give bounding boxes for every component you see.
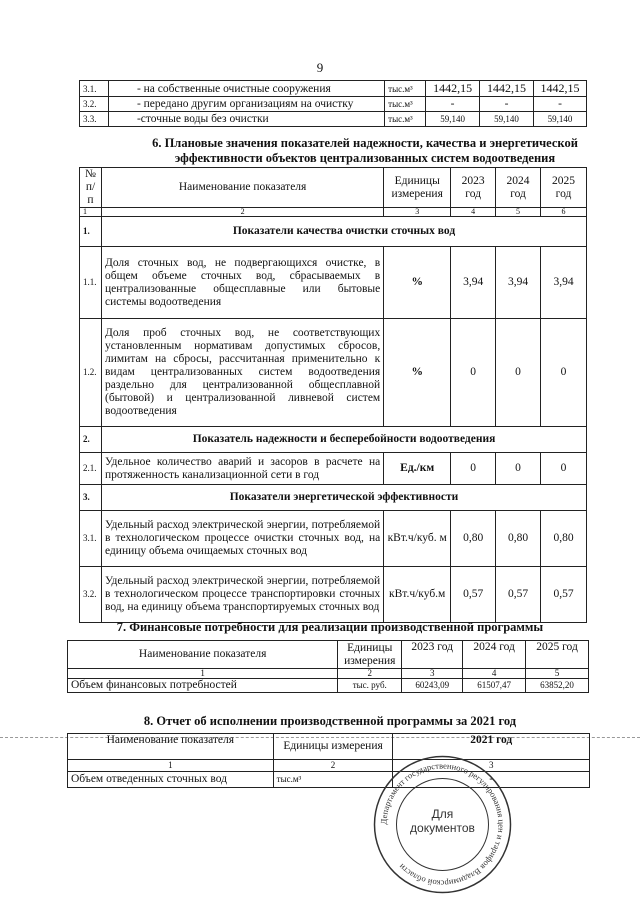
financial-table — [67, 640, 589, 693]
stamp-center-text: Для документов — [410, 807, 475, 835]
table-row: 3.1. - на собственные очистные сооружения тыс.м³ 1442,15 1442,15 1442,15 — [80, 81, 587, 97]
table-row: 2.1. Удельное количество аварий и засоров в расчете на протяженность канализационной сети в год Ед./км 0 0 0 — [80, 453, 587, 485]
table-row: 3.2. - передано другим организациям на очистку тыс.м³ - - - — [80, 97, 587, 112]
section-6-heading-line2: эффективности объектов централизованных систем водоотведения — [174, 151, 556, 165]
page-number: 9 — [316, 60, 324, 75]
section-8-heading: 8. Отчет об исполнении производственной программы за 2021 год — [143, 714, 517, 728]
header-2025: 2025 год — [541, 168, 587, 208]
header-num: № п/п — [80, 168, 102, 208]
header-2024: 2024 год — [496, 168, 541, 208]
table-row: 3.1. Удельный расход электрической энергии, потребляемой в технологическом процессе очистки сточных вод, на единицу объема очищаемых сточных вод кВт.ч/куб. м 0,80 0,80 0,80 — [80, 511, 587, 567]
table-row: 3.3. -сточные воды без очистки тыс.м³ 59,140 59,140 59,140 — [80, 112, 587, 127]
table-row: 1.1. Доля сточных вод, не подвергающихся очистке, в общем объеме сточных вод, сбрасываемых в централизованные общесплавные или бытовые системы водоотведения % 3,94 3,94 3,94 — [80, 247, 587, 319]
index-row: 1 2 3 4 5 — [68, 669, 589, 679]
section-7-heading: 7. Финансовые потребности для реализации производственной программы — [116, 620, 544, 634]
group-row: 2. Показатель надежности и бесперебойности водоотведения — [80, 427, 587, 453]
header-2023: 2023 год — [451, 168, 496, 208]
section-6-heading-line1: 6. Плановые значения показателей надежности, качества и энергетической — [152, 136, 578, 150]
group-row: 3. Показатели энергетической эффективности — [80, 485, 587, 511]
table-row: Объем отведенных сточных вод тыс.м³ - — [68, 772, 590, 788]
header-unit: Единицы измерения — [384, 168, 451, 208]
svg-text:Департамент государственного р: Департамент государственного регулирования цен и тарифов Владимирской области — [378, 760, 507, 889]
header-row — [80, 168, 587, 208]
table-row: Объем финансовых потребностей тыс. руб. 60243,09 61507,47 63852,20 — [68, 679, 589, 693]
group-row: 1. Показатели качества очистки сточных вод — [80, 217, 587, 247]
header-row: Наименование показателя Единицы измерения 2023 год 2024 год 2025 год — [68, 641, 589, 669]
indicators-table — [79, 167, 587, 623]
top-table — [79, 80, 587, 127]
table-row: 1.2. Доля проб сточных вод, не соответствующих установленным нормативам допустимых сбросов, лимитам на сбросы, рассчитанная применительно к видам централизованных систем водоотведения раздельно для централизованной общесплавной (бытовой) и централизованной ливневой систем водоотведения % 0 0 0 — [80, 319, 587, 427]
index-row: 1 2 3 — [68, 760, 590, 772]
header-row: Наименование показателя Единицы измерения 2021 год — [68, 734, 590, 760]
table-row: 3.2. Удельный расход электрической энергии, потребляемой в технологическом процессе транспортировки сточных вод, на единицу объема транспортируемых сточных вод кВт.ч/куб.м 0,57 0,57 0,57 — [80, 567, 587, 623]
index-row: 1 2 3 4 5 6 — [80, 208, 587, 217]
header-name: Наименование показателя — [101, 168, 383, 208]
official-stamp — [370, 752, 515, 897]
